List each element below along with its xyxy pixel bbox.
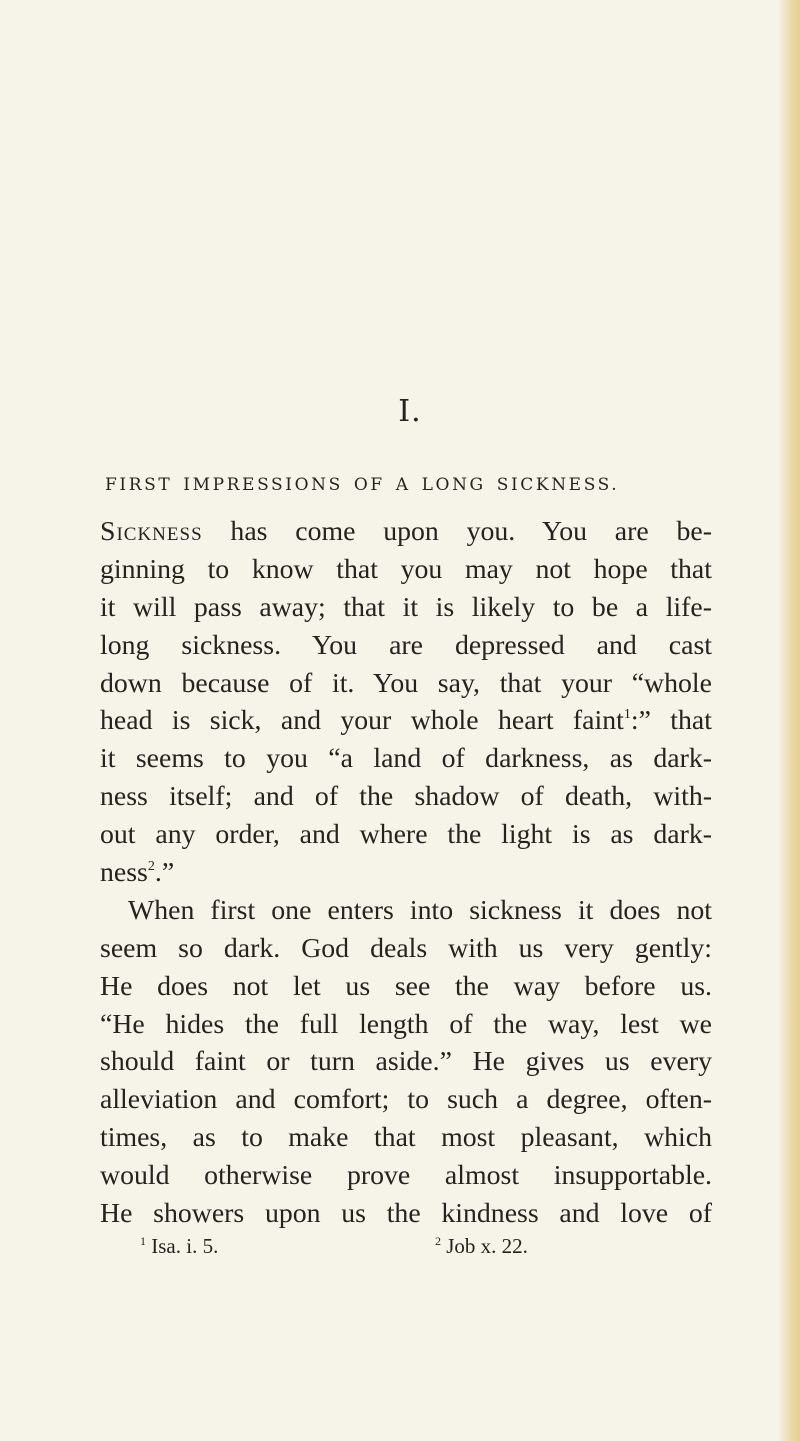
footnote-ref: 1 — [623, 707, 631, 723]
text-line: times, as to make that most pleasant, which — [100, 1122, 712, 1154]
footnote: $^2$ Job x. 22. — [435, 1233, 528, 1258]
text-line: He showers upon us the kindness and love of — [100, 1198, 712, 1230]
drop-word: Sickness — [100, 516, 203, 547]
page-edge-shadow — [778, 0, 800, 1441]
text-line: ness$^2$.” — [100, 857, 175, 889]
text-line: down because of it. You say, that your “whole — [100, 667, 712, 699]
book-page — [100, 395, 712, 1263]
text-line: it will pass away; that it is likely to be a life- — [100, 591, 712, 623]
footnote: $^1$ Isa. i. 5. — [140, 1233, 219, 1258]
text-line: out any order, and where the light is as dark- — [100, 819, 712, 851]
text-line: ness itself; and of the shadow of death, with- — [100, 781, 712, 813]
text-line: He does not let us see the way before us. — [100, 970, 712, 1002]
text-line: alleviation and comfort; to such a degree, often- — [100, 1084, 712, 1116]
chapter-numeral: I. — [398, 394, 422, 429]
text-line: it seems to you “a land of darkness, as dark- — [100, 743, 712, 775]
text-line: would otherwise prove almost insupportable. — [100, 1160, 712, 1192]
body-text — [100, 513, 712, 1233]
text-line: “He hides the full length of the way, lest we — [100, 1008, 712, 1040]
text-line: long sickness. You are depressed and cast — [100, 629, 712, 661]
text-line: Sickness has come upon you. You are be- — [100, 516, 712, 547]
text-line: seem so dark. God deals with us very gently: — [100, 932, 712, 964]
text-line: ginning to know that you may not hope that — [100, 553, 712, 585]
footnotes — [100, 1233, 712, 1263]
text-line: head is sick, and your whole heart faint$^1$:” that — [100, 705, 712, 737]
footnote-ref: 2 — [147, 859, 155, 875]
text-line: When first one enters into sickness it does not — [128, 894, 712, 926]
text-line: should faint or turn aside.” He gives us every — [100, 1046, 712, 1078]
chapter-title: FIRST IMPRESSIONS OF A LONG SICKNESS. — [105, 475, 620, 495]
